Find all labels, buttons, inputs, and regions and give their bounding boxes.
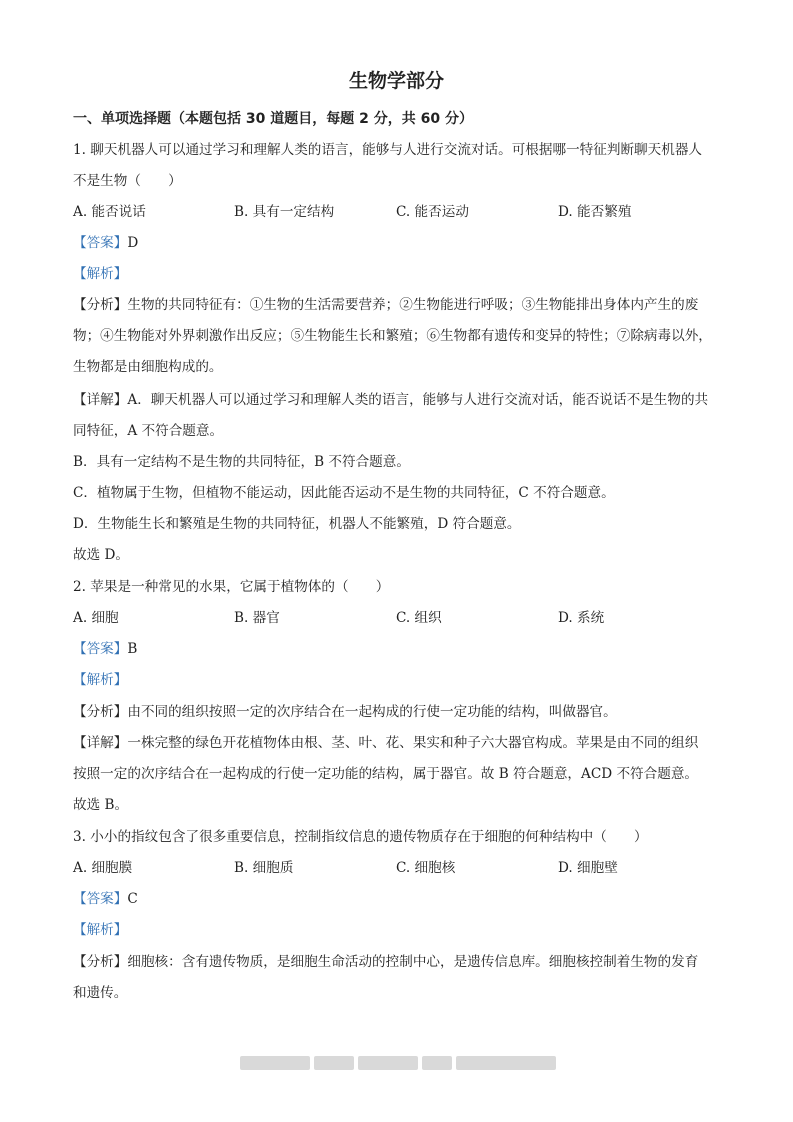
answer-tag: 【答案】 [73, 641, 128, 657]
section-heading: 一、单项选择题（本题包括 30 道题目，每题 2 分，共 60 分） [73, 111, 473, 127]
q1-answer [73, 234, 733, 252]
q2-conclusion: 故选 B。 [73, 797, 129, 813]
q2-fenxi [73, 703, 733, 721]
xiangjie-text: 一株完整的绿色开花植物体由根、茎、叶、花、果实和种子六大器官构成。苹果是由不同的组织 [127, 735, 699, 751]
q1-fenxi-line-3: 生物都是由细胞构成的。 [73, 359, 223, 375]
q2-option-d: D. 系统 [558, 610, 605, 626]
xiangjie-text: A．聊天机器人可以通过学习和理解人类的语言，能够与人进行交流对话，能否说话不是生物的共 [127, 392, 709, 408]
q1-xiangjie-line-2: 同特征，A 不符合题意。 [73, 423, 224, 439]
answer-tag: 【答案】 [73, 891, 128, 907]
q3-option-c: C. 细胞核 [396, 860, 456, 876]
q2-option-b: B. 器官 [234, 610, 280, 626]
fenxi-tag: 【分析】 [73, 704, 128, 720]
q3-options [73, 859, 733, 877]
fenxi-tag: 【分析】 [73, 297, 128, 313]
q2-options [73, 609, 733, 627]
q3-jiexi-tag: 【解析】 [73, 922, 128, 938]
answer-tag: 【答案】 [73, 235, 128, 251]
q3-option-b: B. 细胞质 [234, 860, 294, 876]
q1-xiangjie-line-1 [73, 391, 733, 409]
fenxi-tag: 【分析】 [73, 954, 128, 970]
q3-option-a: A. 细胞膜 [73, 860, 133, 876]
answer-value: D [127, 235, 139, 251]
q1-option-d: D. 能否繁殖 [558, 204, 632, 220]
q2-xiangjie-line-2: 按照一定的次序结合在一起构成的行使一定功能的结构，属于器官。故 B 符合题意，ACD 不符合题意。 [73, 766, 699, 782]
q3-stem: 3. 小小的指纹包含了很多重要信息，控制指纹信息的遗传物质存在于细胞的何种结构中（ ） [73, 829, 648, 845]
q3-answer [73, 890, 733, 908]
page-title: 生物学部分 [348, 70, 444, 92]
xiangjie-tag: 【详解】 [73, 392, 128, 408]
fenxi-text: 由不同的组织按照一定的次序结合在一起构成的行使一定功能的结构，叫做器官。 [127, 704, 617, 720]
q1-option-b: B. 具有一定结构 [234, 204, 335, 220]
fenxi-text: 细胞核：含有遗传物质，是细胞生命活动的控制中心，是遗传信息库。细胞核控制着生物的发育 [127, 954, 699, 970]
q3-fenxi-line-1 [73, 953, 733, 971]
q1-stem-line-2: 不是生物（ ） [73, 173, 182, 189]
xiangjie-tag: 【详解】 [73, 735, 128, 751]
q3-option-d: D. 细胞壁 [558, 860, 618, 876]
q2-xiangjie-line-1 [73, 734, 733, 752]
q1-option-d-explain: D．生物能生长和繁殖是生物的共同特征，机器人不能繁殖，D 符合题意。 [73, 516, 521, 532]
q2-stem: 2. 苹果是一种常见的水果，它属于植物体的（ ） [73, 579, 390, 595]
q1-option-c-explain: C．植物属于生物，但植物不能运动，因此能否运动不是生物的共同特征，C 不符合题意。 [73, 485, 615, 501]
q1-jiexi-tag: 【解析】 [73, 266, 128, 282]
q1-options [73, 203, 733, 221]
q2-option-c: C. 组织 [396, 610, 442, 626]
answer-value: C [127, 891, 138, 907]
q1-conclusion: 故选 D。 [73, 547, 130, 563]
q1-option-c: C. 能否运动 [396, 204, 469, 220]
q1-option-b-explain: B．具有一定结构不是生物的共同特征，B 不符合题意。 [73, 454, 410, 470]
q2-answer [73, 640, 733, 658]
fenxi-text: 生物的共同特征有：①生物的生活需要营养；②生物能进行呼吸；③生物能排出身体内产生的废 [127, 297, 699, 313]
q1-fenxi-line-2: 物；④生物能对外界刺激作出反应；⑤生物能生长和繁殖；⑥生物都有遗传和变异的特性；⑦除病毒以外， [73, 328, 712, 344]
q1-option-a: A. 能否说话 [73, 204, 146, 220]
q2-option-a: A. 细胞 [73, 610, 119, 626]
q1-fenxi-line-1 [73, 296, 733, 314]
q3-fenxi-line-2: 和遗传。 [73, 985, 128, 1001]
q2-jiexi-tag: 【解析】 [73, 672, 128, 688]
answer-value: B [127, 641, 138, 657]
blurred-footer-watermark [240, 1056, 556, 1070]
q1-stem-line-1: 1. 聊天机器人可以通过学习和理解人类的语言，能够与人进行交流对话。可根据哪一特征判断聊天机器人 [73, 142, 703, 158]
